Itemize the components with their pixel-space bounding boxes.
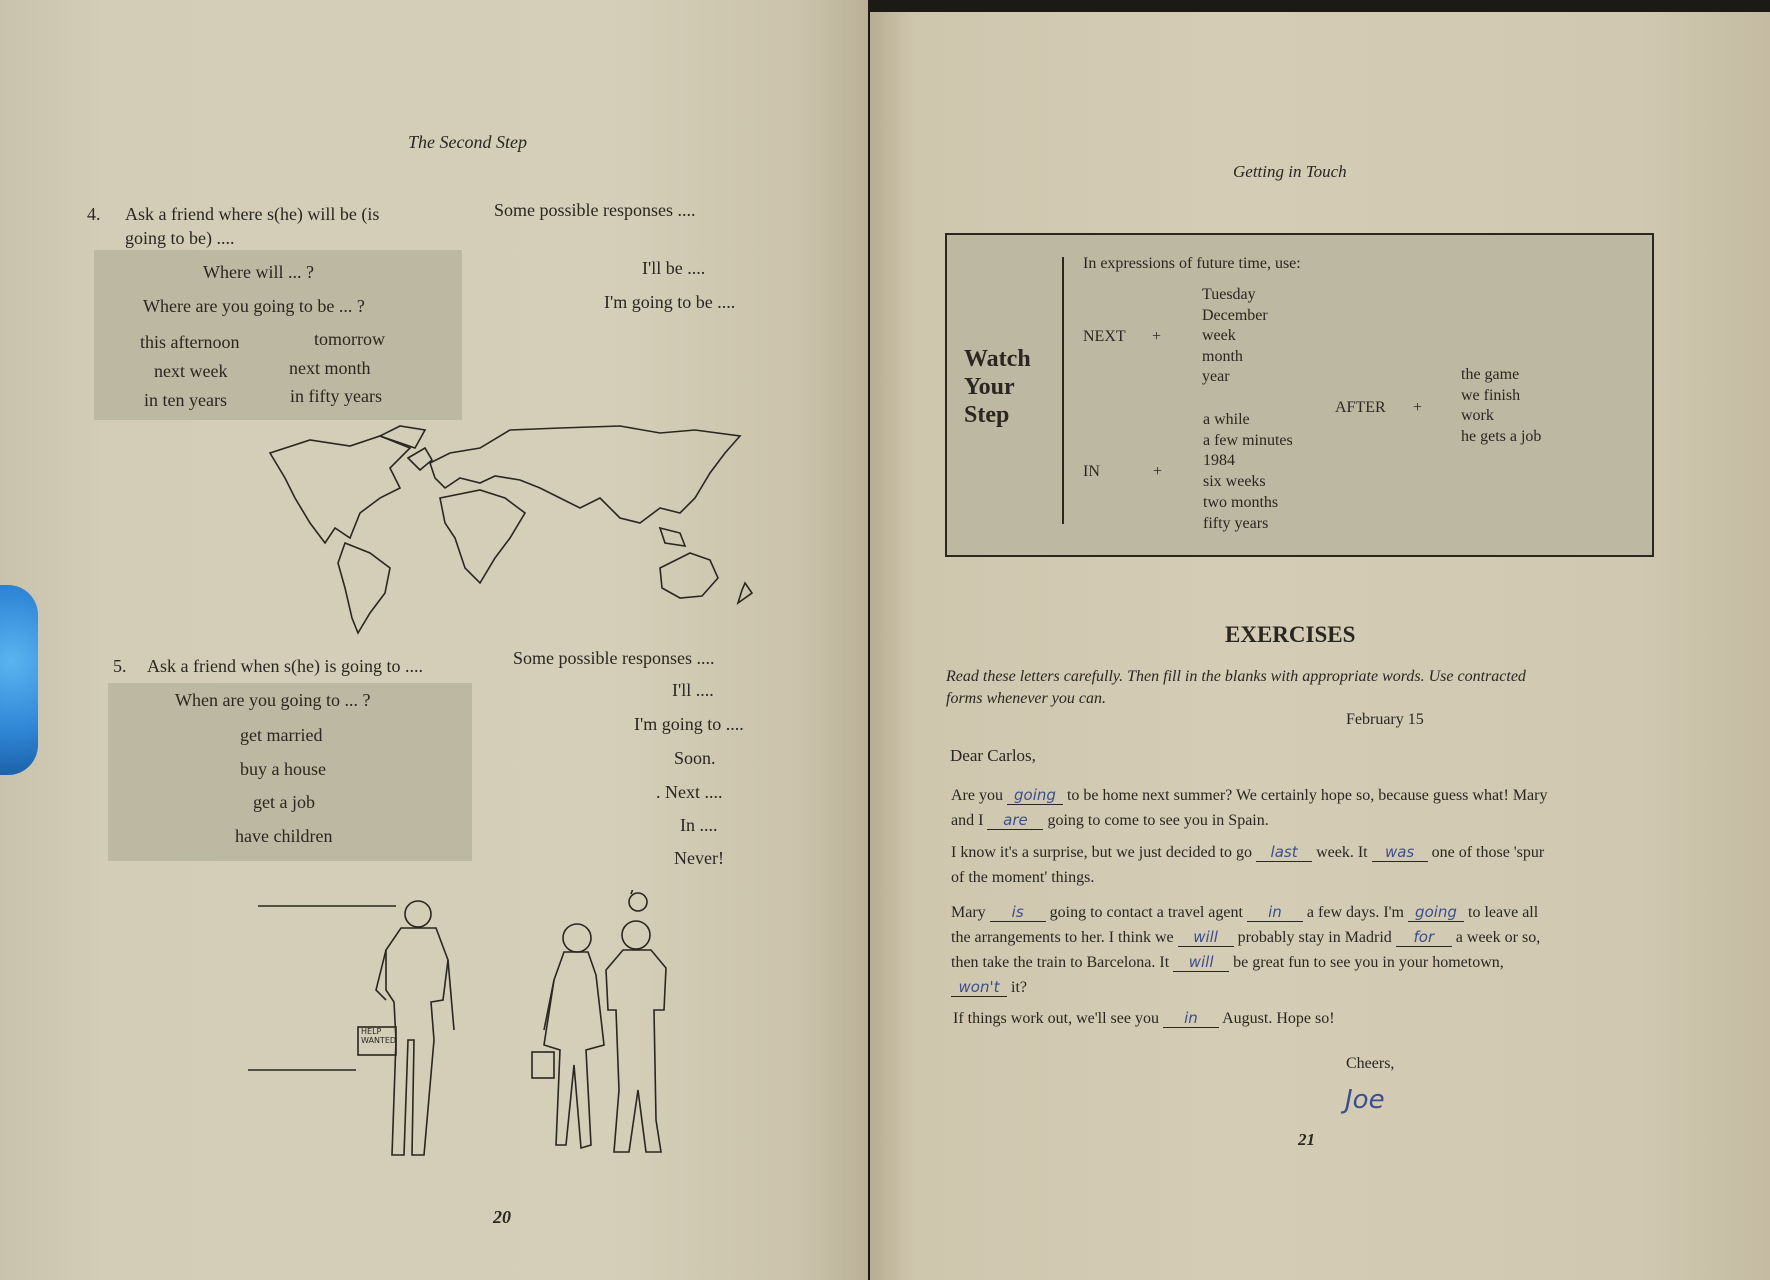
after-label: AFTER: [1335, 399, 1386, 416]
plus-sign: +: [1152, 328, 1162, 345]
letter-text: I know it's a surprise, but we just decided to go: [951, 844, 1253, 861]
letter-text: If things work out, we'll see you: [953, 1010, 1159, 1027]
letter-text: and I: [951, 812, 984, 829]
help-wanted-sign: [361, 1027, 396, 1045]
letter-text: week. It: [1316, 844, 1368, 861]
in-item: a few minutes: [1203, 431, 1293, 449]
after-item: the game: [1461, 366, 1520, 383]
letter-text: the arrangements to her. I think we: [951, 929, 1174, 946]
blank-answer[interactable]: was: [1372, 843, 1428, 862]
letter-text: one of those 'spur: [1431, 844, 1545, 861]
response-option: Soon.: [674, 748, 716, 768]
letter-line: [951, 811, 1269, 830]
letter-text: probably stay in Madrid: [1237, 929, 1392, 946]
response-option: I'll be ....: [642, 258, 706, 278]
activity-option: get married: [240, 725, 323, 745]
time-option: this afternoon: [140, 332, 240, 352]
response-option: Never!: [674, 848, 724, 868]
in-item: six weeks: [1203, 473, 1266, 491]
letter-text: of the moment' things.: [951, 869, 1095, 886]
time-option: in ten years: [144, 390, 227, 410]
next-list: [1202, 285, 1268, 388]
blank-answer[interactable]: for: [1396, 928, 1452, 947]
response-option: In ....: [680, 815, 718, 835]
item5-number: 5.: [113, 656, 127, 676]
sign-text: HELP: [361, 1027, 382, 1036]
in-item: two months: [1203, 493, 1279, 511]
letter-line: [951, 928, 1540, 947]
running-head-left: The Second Step: [408, 132, 527, 152]
letter-text: Mary: [951, 904, 986, 921]
letter-closing: Cheers,: [1346, 1055, 1395, 1072]
after-list: [1461, 365, 1541, 447]
time-option: next month: [289, 358, 371, 378]
item4-question-2: Where are you going to be ... ?: [143, 296, 365, 316]
time-option: tomorrow: [314, 329, 385, 349]
letter-text: it?: [1011, 979, 1027, 996]
watch-box-divider: [1062, 257, 1064, 524]
sign-text: WANTED: [361, 1036, 397, 1045]
letter-text: a few days. I'm: [1306, 904, 1404, 921]
in-item: fifty years: [1203, 514, 1269, 532]
letter-line: [951, 843, 1544, 862]
exercises-heading: EXERCISES: [1225, 622, 1356, 647]
watch-title-line: Your: [964, 374, 1015, 400]
blank-answer[interactable]: going: [1408, 903, 1464, 922]
in-label: IN: [1083, 463, 1100, 480]
page-number-left: 20: [493, 1207, 511, 1227]
people-illustration: [236, 890, 696, 1180]
blank-answer[interactable]: last: [1256, 843, 1312, 862]
letter-line: [951, 869, 1094, 887]
next-item: week: [1202, 327, 1236, 344]
watch-your-step-box: [945, 233, 1654, 557]
watch-title-line: Watch: [964, 346, 1031, 372]
letter-text: Are you: [951, 787, 1003, 804]
letter-line: [951, 903, 1538, 922]
after-item: work: [1461, 407, 1494, 424]
activity-option: have children: [235, 826, 333, 846]
response-option: . Next ....: [656, 782, 723, 802]
letter-text: then take the train to Barcelona. It: [951, 954, 1170, 971]
item4-number: 4.: [87, 204, 101, 224]
blank-answer[interactable]: are: [987, 811, 1043, 830]
exercises-instructions-1: Read these letters carefully. Then fill in the blanks with appropriate words. Use contracted: [946, 668, 1526, 685]
next-item: month: [1202, 347, 1243, 365]
letter-line: [951, 953, 1504, 972]
item5-responses-heading: Some possible responses ....: [513, 648, 715, 668]
letter-signature: Joe: [1345, 1085, 1385, 1115]
activity-option: buy a house: [240, 759, 326, 779]
letter-text: going to come to see you in Spain.: [1047, 812, 1269, 829]
next-item: Tuesday: [1202, 286, 1256, 303]
letter-text: to leave all: [1468, 904, 1539, 921]
blank-answer[interactable]: going: [1007, 786, 1063, 805]
next-item: December: [1202, 306, 1268, 324]
item4-prompt-line1: Ask a friend where s(he) will be (is: [125, 204, 380, 224]
page-number-right: 21: [1298, 1130, 1315, 1149]
after-item: we finish: [1461, 386, 1521, 404]
plus-sign: +: [1413, 399, 1423, 416]
item5-prompt: Ask a friend when s(he) is going to ....: [147, 656, 423, 676]
response-option: I'm going to be ....: [604, 292, 736, 312]
in-item: a while: [1203, 411, 1250, 428]
blank-answer[interactable]: will: [1173, 953, 1229, 972]
watch-box-intro: In expressions of future time, use:: [1083, 255, 1301, 272]
left-page: [0, 0, 868, 1280]
running-head-right: Getting in Touch: [1233, 162, 1347, 181]
watch-title-line: Step: [964, 402, 1010, 428]
letter-text: to be home next summer? We certainly hope so, because guess what! Mary: [1066, 787, 1548, 804]
letter-salutation: Dear Carlos,: [950, 746, 1036, 765]
letter-text: going to contact a travel agent: [1049, 904, 1243, 921]
thumb-marker: [0, 585, 38, 775]
world-map-illustration: [240, 418, 760, 638]
next-item: year: [1202, 368, 1230, 385]
activity-option: get a job: [253, 792, 315, 812]
letter-line: [951, 786, 1547, 805]
letter-text: August. Hope so!: [1222, 1010, 1335, 1027]
next-label: NEXT: [1083, 328, 1126, 345]
item4-question-1: Where will ... ?: [203, 262, 314, 282]
item5-question: When are you going to ... ?: [175, 690, 371, 710]
letter-text: be great fun to see you in your hometown,: [1233, 954, 1504, 971]
letter-date: February 15: [1346, 711, 1424, 728]
after-item: he gets a job: [1461, 427, 1542, 445]
blank-answer[interactable]: won't: [951, 978, 1007, 997]
blank-answer[interactable]: in: [1163, 1009, 1219, 1028]
in-item: 1984: [1203, 452, 1235, 470]
item4-prompt-line2: going to be) ....: [125, 228, 235, 248]
response-option: I'll ....: [672, 680, 714, 700]
response-option: I'm going to ....: [634, 714, 744, 734]
blank-answer[interactable]: in: [1247, 903, 1303, 922]
blank-answer[interactable]: is: [990, 903, 1046, 922]
letter-text: a week or so,: [1455, 929, 1541, 946]
blank-answer[interactable]: will: [1178, 928, 1234, 947]
letter-line: [953, 1009, 1335, 1028]
time-option: in fifty years: [290, 386, 382, 406]
letter-line: [951, 978, 1027, 997]
time-option: next week: [154, 361, 228, 381]
item4-responses-heading: Some possible responses ....: [494, 200, 696, 220]
in-list: [1203, 410, 1293, 534]
watch-box-title: [964, 345, 1031, 429]
exercises-instructions-2: forms whenever you can.: [946, 690, 1106, 707]
plus-sign: +: [1153, 463, 1163, 480]
